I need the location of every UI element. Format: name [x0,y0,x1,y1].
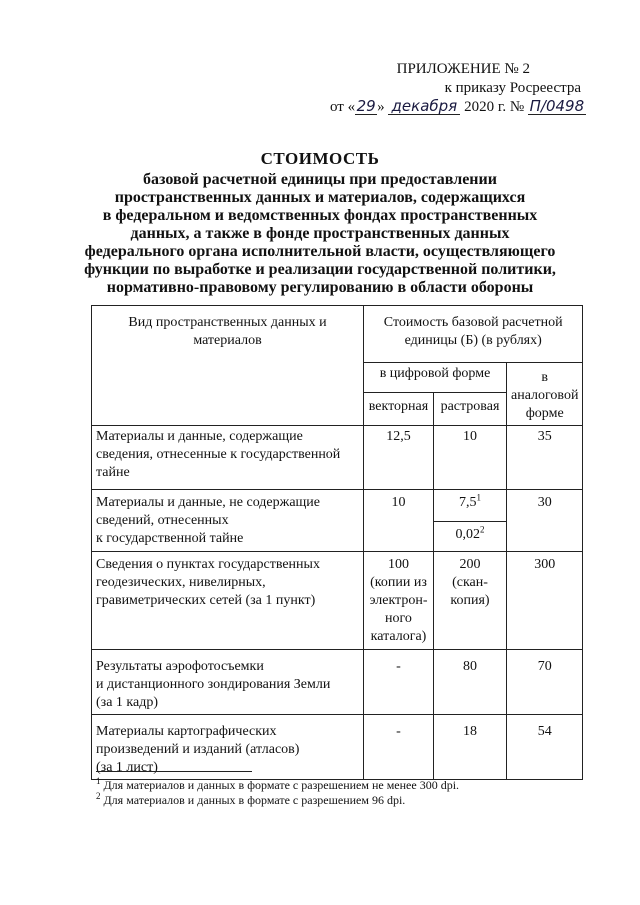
raster-value-cell [434,552,507,650]
footnote-mark: 2 [96,791,101,801]
row-name-line: (за 1 кадр) [96,695,158,710]
raster-value-line: (скан- [452,575,488,590]
footnote-divider [96,771,252,772]
header-type-cell: Вид пространственных данных и материалов [92,306,364,426]
raster-value-line: копия) [450,593,490,608]
order-reference: к приказу Росреестра [444,80,581,96]
row-name-line: сведений, отнесенных [96,513,229,528]
date-prefix: от « [330,99,356,115]
footnote-mark: 1 [96,776,101,786]
year-number-label: 2020 г. № [464,99,525,115]
analog-value-cell: 54 [507,715,583,780]
cost-table [91,305,583,780]
header-raster-cell: растровая [434,393,507,426]
footnote-text: Для материалов и данных в формате с разрешением не менее 300 dpi. [100,778,460,792]
vector-value-cell: - [364,715,434,780]
date-mid: » [377,99,385,115]
document-title [60,150,580,297]
title-line: пространственных данных и материалов, содержащихся [114,189,526,206]
header-analog-cell: в аналоговой форме [507,363,583,426]
analog-value-cell: 70 [507,650,583,715]
analog-value-cell: 30 [507,490,583,552]
title-line: функции по выработке и реализации государственной политики, [84,261,556,278]
row-name-cell [92,715,364,780]
raster-value: 0,02 [455,527,480,542]
header-digital-cell: в цифровой форме [364,363,507,393]
table-row [92,715,583,780]
row-name-cell [92,490,364,552]
table-row [92,552,583,650]
table-row [92,490,583,522]
raster-value-line: 200 [459,557,481,572]
raster-value-cell: 18 [434,715,507,780]
title-line: федерального органа исполнительной власти, осуществляющего [84,243,556,260]
table-row [92,426,583,490]
header-cost-cell: Стоимость базовой расчетной единицы (Б) (в рублях) [364,306,583,363]
vector-value-cell [364,552,434,650]
footnote-ref: 2 [480,524,485,535]
row-name-cell [92,650,364,715]
order-date-line [330,98,610,117]
title-line: нормативно-правовому регулированию в области обороны [106,279,534,296]
raster-value-cell: 10 [434,426,507,490]
vector-value-cell: 12,5 [364,426,434,490]
analog-value-cell: 300 [507,552,583,650]
handwritten-order-number: П/0498 [529,97,585,115]
footnote-2 [96,793,556,808]
title-main: СТОИМОСТЬ [260,149,380,168]
raster-value-cell [434,522,507,552]
table-header-row [92,306,583,363]
raster-value: 7,5 [459,495,477,510]
header-vector-cell: векторная [364,393,434,426]
row-name-line: Материалы и данные, не содержащие [96,495,321,510]
raster-value-cell: 80 [434,650,507,715]
footnote-ref: 1 [476,492,481,503]
row-name-line: Материалы картографических [96,724,277,739]
row-name-line: произведений и изданий (атласов) [96,742,300,757]
footnote-text: Для материалов и данных в формате с разрешением 96 dpi. [100,793,406,807]
row-name-line: Результаты аэрофотосъемки [96,659,264,674]
title-line: данных, а также в фонде пространственных данных [130,225,510,242]
row-name-cell: Сведения о пунктах государственных геодезических, нивелирных, гравиметрических сетей (за 1 пункт) [92,552,364,650]
table-row [92,650,583,715]
vector-value-cell: - [364,650,434,715]
vector-value-line: ного [385,611,412,626]
row-name-line: и дистанционного зондирования Земли [96,677,331,692]
footnotes [96,771,556,808]
vector-value-cell: 10 [364,490,434,552]
row-name-line: (за 1 лист) [96,760,158,775]
vector-value-line: электрон- [369,593,428,608]
vector-value-line: (копии из [370,575,427,590]
row-name-line: к государственной тайне [96,531,244,546]
footnote-1 [96,778,556,793]
handwritten-day: 29 [356,97,376,115]
handwritten-month: декабря [388,98,460,115]
raster-value-cell [434,490,507,522]
appendix-number: ПРИЛОЖЕНИЕ № 2 [396,61,530,77]
row-name-cell: Материалы и данные, содержащие сведения, отнесенные к государственной тайне [92,426,364,490]
vector-value-line: каталога) [370,629,427,644]
title-line: в федеральном и ведомственных фондах пространственных [102,207,538,224]
analog-value-cell: 35 [507,426,583,490]
vector-value-line: 100 [388,557,409,572]
appendix-header [330,60,610,117]
title-line: базовой расчетной единицы при предоставлении [143,171,497,188]
